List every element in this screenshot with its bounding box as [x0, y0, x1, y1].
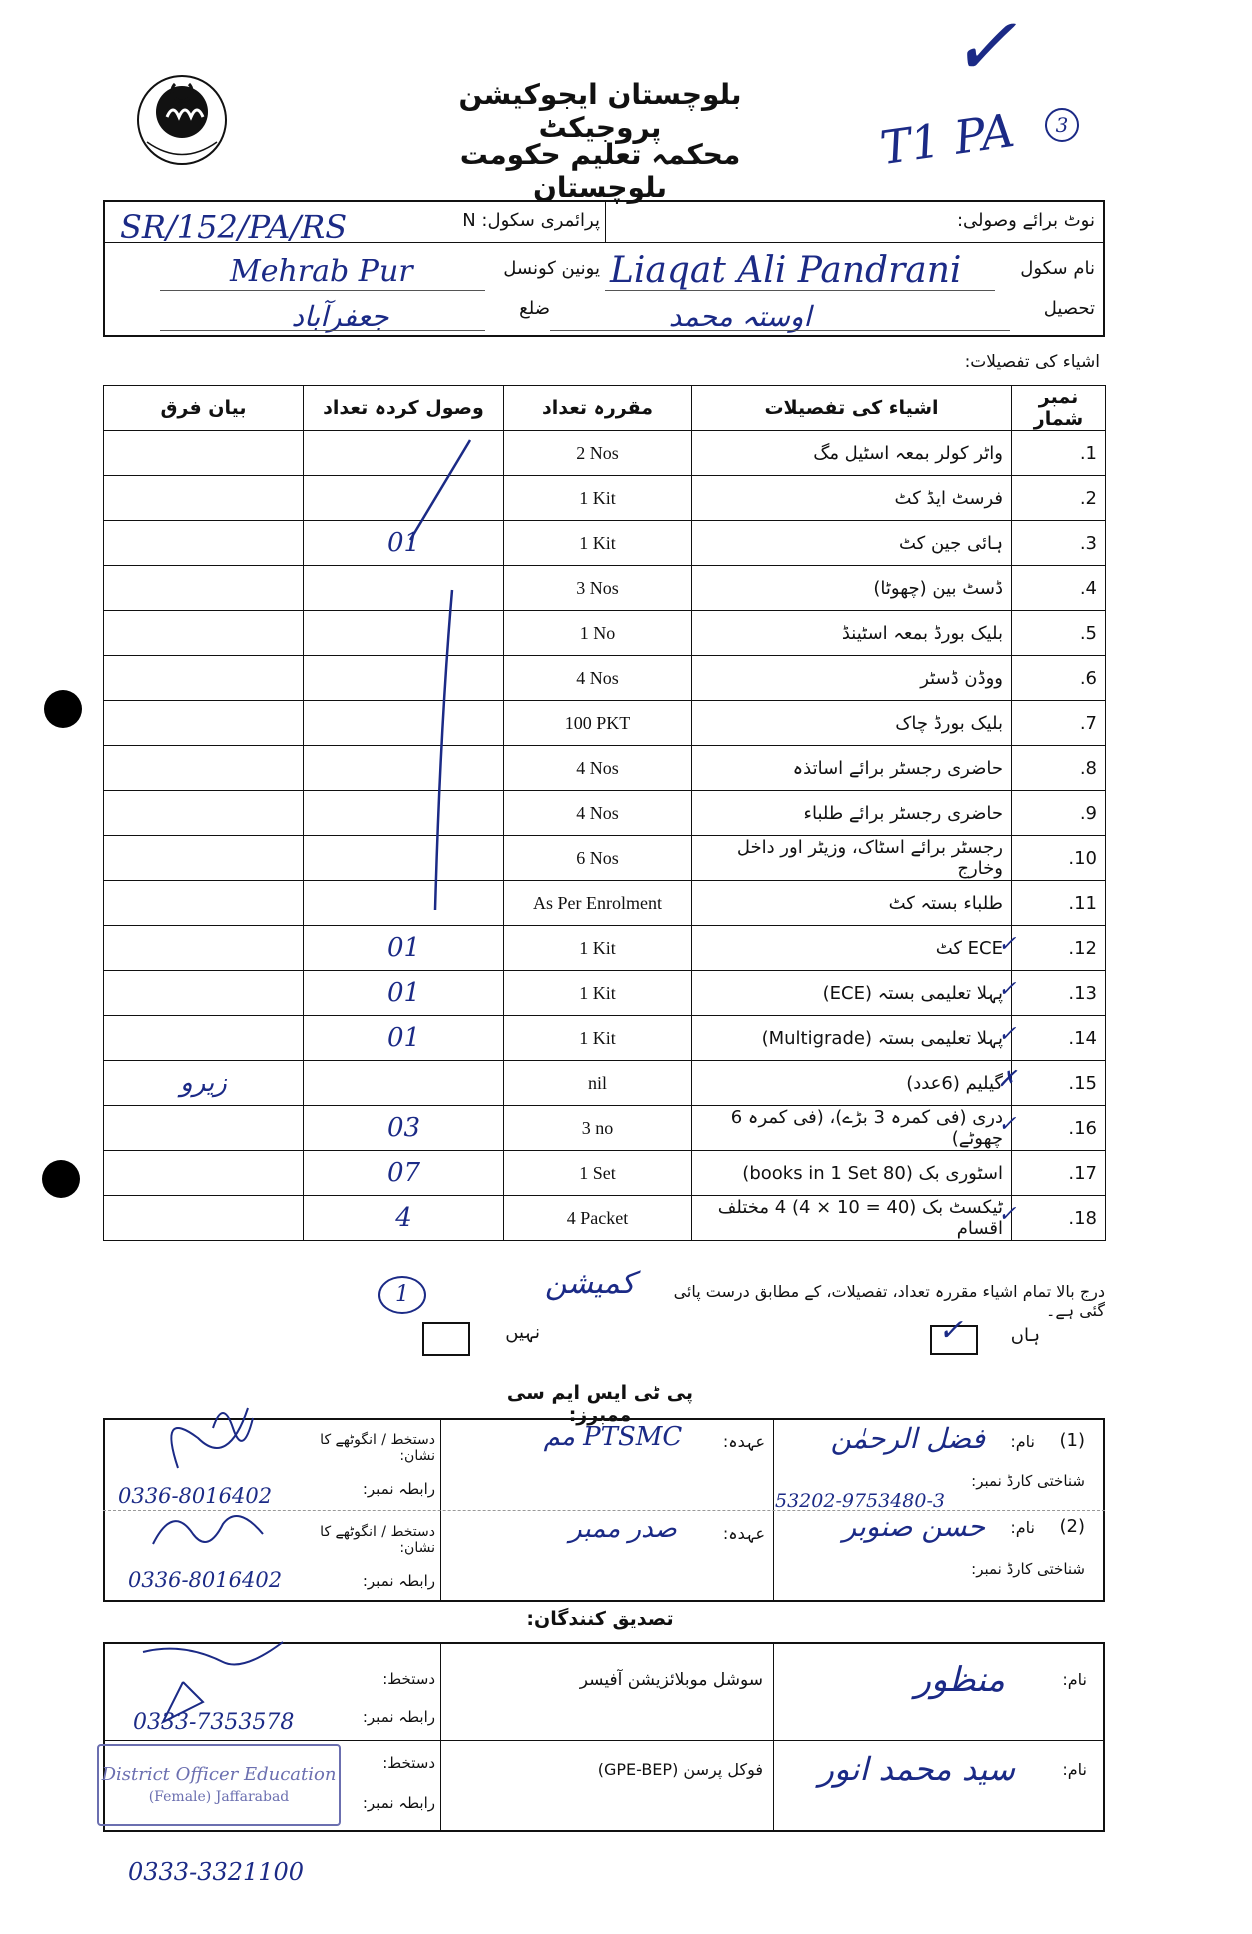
row-remarks — [104, 701, 304, 746]
row-num: 2. — [1012, 476, 1106, 521]
school-name-handwritten: Liaqat Ali Pandrani — [610, 250, 962, 291]
row-qty: 4 Packet — [504, 1196, 692, 1241]
member-2-index: (2) — [1059, 1516, 1085, 1537]
table-row — [104, 836, 1106, 881]
table-row — [104, 566, 1106, 611]
row-remarks: زیرو — [104, 1061, 304, 1106]
row-remarks — [104, 791, 304, 836]
member-2-signature — [143, 1504, 283, 1564]
row-desc: دری (فی کمرہ 3 بڑے)، (فی کمرہ 6 چھوٹے) — [692, 1106, 1012, 1151]
member-2-name-value: حسن صنوبر — [842, 1510, 985, 1543]
received-strike-marks — [340, 430, 500, 920]
verifiers-section-title: تصدیق کنندگان: — [526, 1608, 674, 1630]
row-qty: nil — [504, 1061, 692, 1106]
row-received: 07 — [304, 1151, 504, 1196]
row-qty: 2 Nos — [504, 431, 692, 476]
verifier-2-contact-value: 0333-3321100 — [128, 1858, 305, 1886]
row-num: 16. ✓ — [1012, 1106, 1106, 1151]
verifier-2-name-value: سید محمد انور — [818, 1750, 1015, 1788]
district-label: ضلع — [519, 298, 550, 319]
confirmation-handwritten: کمیشن — [544, 1266, 636, 1301]
tehsil-label: تحصیل — [1043, 298, 1095, 319]
balochistan-logo — [127, 62, 237, 172]
row-remarks — [104, 1196, 304, 1241]
verifier-1-designation: سوشل موبلائزیشن آفیسر — [579, 1670, 763, 1690]
ptsmc-section-title: پی ٹی ایس ایم سی ممبرز: — [506, 1382, 694, 1426]
row-remarks — [104, 1106, 304, 1151]
row-num: 14. ✓ — [1012, 1016, 1106, 1061]
stamp-line-1: District Officer Education — [101, 1764, 337, 1785]
member-1-contact-value: 0336-8016402 — [118, 1484, 273, 1508]
verifier-2 — [101, 1740, 1105, 1886]
tehsil-value: اوستہ محمد — [668, 300, 812, 333]
table-row — [104, 971, 1106, 1016]
row-received: 01 — [304, 1016, 504, 1061]
row-check-mark: ✓ — [998, 1202, 1017, 1227]
yes-check-mark: ✓ — [938, 1313, 964, 1348]
table-row — [104, 1196, 1106, 1241]
row-remarks — [104, 656, 304, 701]
row-received: 01 — [304, 926, 504, 971]
table-row — [104, 611, 1106, 656]
member-2-cnic-label: شناختی کارڈ نمبر: — [971, 1560, 1085, 1578]
no-label: نہیں — [505, 1322, 540, 1343]
row-qty: 3 Nos — [504, 566, 692, 611]
row-num: 5. — [1012, 611, 1106, 656]
member-1-index: (1) — [1059, 1430, 1085, 1451]
member-2-contact-value: 0336-8016402 — [128, 1568, 283, 1592]
row-num: 4. — [1012, 566, 1106, 611]
row-desc: ڈسٹ بین (چھوٹا) — [692, 566, 1012, 611]
corner-note-tipa: T1 PA — [876, 102, 1018, 176]
table-row — [104, 476, 1106, 521]
table-header-row — [104, 386, 1106, 431]
row-qty: 4 Nos — [504, 656, 692, 701]
corner-check: ✓ — [950, 0, 1018, 93]
row-remarks — [104, 926, 304, 971]
row-qty: 100 PKT — [504, 701, 692, 746]
row-remarks — [104, 611, 304, 656]
row-remarks — [104, 971, 304, 1016]
ptsmc-member-1 — [103, 1418, 1105, 1510]
row-num: 13. ✓ — [1012, 971, 1106, 1016]
row-received: 03 — [304, 1106, 504, 1151]
member-1-name-label: نام: — [1010, 1432, 1035, 1451]
member-2-post-value: صدر ممبر — [569, 1514, 677, 1544]
row-num: 1. — [1012, 431, 1106, 476]
verifier-1-name-label: نام: — [1062, 1670, 1087, 1689]
member-2-post-label: عہدہ: — [722, 1524, 765, 1543]
row-qty: 6 Nos — [504, 836, 692, 881]
row-desc: اسٹوری بک (80 books in 1 Set) — [692, 1151, 1012, 1196]
verifier-1-contact-value: 0333-7353578 — [133, 1710, 295, 1735]
row-check-mark: ✗ — [998, 1067, 1017, 1092]
row-received — [304, 1061, 504, 1106]
row-received: 01 — [304, 971, 504, 1016]
yes-label: ہاں — [1010, 1325, 1040, 1346]
row-qty: 1 Kit — [504, 971, 692, 1016]
note-label: نوٹ برائے وصولی: — [956, 210, 1095, 231]
punch-hole-bottom — [42, 1160, 80, 1198]
row-desc: ٹیکسٹ بک (40 = 10 × 4) 4 مختلف اقسام — [692, 1196, 1012, 1241]
corner-circled-number: 3 — [1045, 108, 1079, 142]
items-section-label: اشیاء کی تفصیلات: — [964, 352, 1100, 372]
no-checkbox[interactable] — [422, 1322, 470, 1356]
row-desc: فرسٹ ایڈ کٹ — [692, 476, 1012, 521]
row-check-mark: ✓ — [998, 1022, 1017, 1047]
row-num: 7. — [1012, 701, 1106, 746]
row-num: 10. — [1012, 836, 1106, 881]
row-check-mark: ✓ — [998, 932, 1017, 957]
yes-checkbox[interactable] — [930, 1313, 978, 1355]
member-1-contact-label: رابطہ نمبر: — [362, 1480, 435, 1498]
row-qty: 4 Nos — [504, 746, 692, 791]
member-2-sign-label: دستخط / انگوٹھے کا نشان: — [320, 1524, 435, 1556]
member-1-post-value: PTSMC مم — [543, 1422, 683, 1452]
row-remarks — [104, 476, 304, 521]
row-num: 12. ✓ — [1012, 926, 1106, 971]
row-received: 01 — [304, 521, 504, 566]
verifier-2-name-label: نام: — [1062, 1760, 1087, 1779]
union-council-label: یونین کونسل — [503, 258, 600, 279]
table-row — [104, 431, 1106, 476]
row-desc: بلیک بورڈ بمعہ اسٹینڈ — [692, 611, 1012, 656]
row-check-mark: ✓ — [998, 1112, 1017, 1137]
header-qty: مقررہ تعداد — [504, 386, 692, 431]
primary-school-label: پرائمری سکول: N — [462, 210, 600, 231]
member-2-name-label: نام: — [1010, 1518, 1035, 1537]
row-num: 3. — [1012, 521, 1106, 566]
row-qty: 1 Kit — [504, 926, 692, 971]
row-remarks — [104, 1151, 304, 1196]
row-desc: حاضری رجسٹر برائے طلباء — [692, 791, 1012, 836]
verifier-2-sign-label: دستخط: — [382, 1754, 435, 1772]
header-received: وصول کردہ تعداد — [304, 386, 504, 431]
row-desc: پہلا تعلیمی بستہ (ECE) — [692, 971, 1012, 1016]
table-row — [104, 1106, 1106, 1151]
row-num: 17. — [1012, 1151, 1106, 1196]
row-num: 15. ✗ — [1012, 1061, 1106, 1106]
confirmation-text: درج بالا تمام اشیاء مقررہ تعداد، تفصیلات، کے مطابق درست پائی گئی ہے۔ — [673, 1282, 1105, 1320]
table-row — [104, 926, 1106, 971]
row-desc: حاضری رجسٹر برائے اساتذہ — [692, 746, 1012, 791]
verifier-2-contact-label: رابطہ نمبر: — [362, 1794, 435, 1812]
table-row — [104, 881, 1106, 926]
row-num: 18. ✓ — [1012, 1196, 1106, 1241]
punch-hole-top — [44, 690, 82, 728]
table-row — [104, 1151, 1106, 1196]
row-qty: As Per Enrolment — [504, 881, 692, 926]
row-num: 11. — [1012, 881, 1106, 926]
school-code-value: SR/152/PA/RS — [120, 208, 348, 246]
member-1-cnic-label: شناختی کارڈ نمبر: — [971, 1472, 1085, 1490]
union-council-value: Mehrab Pur — [230, 254, 413, 289]
member-1-sign-label: دستخط / انگوٹھے کا نشان: — [320, 1432, 435, 1464]
header-num: نمبر شمار — [1012, 386, 1106, 431]
member-1-post-label: عہدہ: — [722, 1432, 765, 1451]
row-qty: 1 Set — [504, 1151, 692, 1196]
row-qty: 1 No — [504, 611, 692, 656]
row-desc: طلباء بستہ کٹ — [692, 881, 1012, 926]
row-remarks — [104, 1016, 304, 1061]
verifier-1-name-value: منظور — [914, 1660, 1005, 1700]
row-desc: بلیک بورڈ چاک — [692, 701, 1012, 746]
member-2-contact-label: رابطہ نمبر: — [362, 1572, 435, 1590]
row-desc: رجسٹر برائے اسٹاک، وزیٹر اور داخل وخارج — [692, 836, 1012, 881]
row-remarks — [104, 746, 304, 791]
row-remarks — [104, 566, 304, 611]
row-qty: 4 Nos — [504, 791, 692, 836]
table-row — [104, 791, 1106, 836]
row-num: 6. — [1012, 656, 1106, 701]
ptsmc-member-2 — [103, 1510, 1105, 1602]
table-row — [104, 701, 1106, 746]
table-row — [104, 746, 1106, 791]
header-desc: اشیاء کی تفصیلات — [692, 386, 1012, 431]
row-remarks — [104, 836, 304, 881]
verifier-2-designation: فوکل پرسن (GPE-BEP) — [597, 1760, 763, 1779]
row-remarks — [104, 521, 304, 566]
school-name-label: نام سکول — [1020, 258, 1095, 279]
row-num: 9. — [1012, 791, 1106, 836]
row-qty: 1 Kit — [504, 1016, 692, 1061]
table-row — [104, 521, 1106, 566]
member-1-name-value: فضل الرحمٰن — [830, 1422, 985, 1455]
items-table — [103, 385, 1106, 1241]
member-1-cnic-value: 53202-9753480-3 — [775, 1490, 945, 1512]
row-qty: 1 Kit — [504, 476, 692, 521]
verifier-1-contact-label: رابطہ نمبر: — [362, 1708, 435, 1726]
row-desc: ECE کٹ — [692, 926, 1012, 971]
table-row — [104, 656, 1106, 701]
row-desc: پہلا تعلیمی بستہ (Multigrade) — [692, 1016, 1012, 1061]
district-value: جعفرآباد — [291, 300, 389, 333]
header-title-1: بلوچستان ایجوکیشن پروجیکٹ — [458, 78, 742, 144]
row-remarks — [104, 881, 304, 926]
row-check-mark: ✓ — [998, 977, 1017, 1002]
table-row — [104, 1016, 1106, 1061]
member-1-signature — [138, 1398, 288, 1488]
header-remarks: بیان فرق — [104, 386, 304, 431]
row-desc: ووڈن ڈسٹر — [692, 656, 1012, 701]
verifier-1 — [103, 1642, 1105, 1740]
official-stamp — [97, 1744, 341, 1826]
row-received: 4 — [304, 1196, 504, 1241]
row-remarks — [104, 431, 304, 476]
row-desc: ہائی جین کٹ — [692, 521, 1012, 566]
row-desc: گیلیم (6عدد) — [692, 1061, 1012, 1106]
row-qty: 1 Kit — [504, 521, 692, 566]
confirmation-circled-number: 1 — [378, 1276, 426, 1314]
row-num: 8. — [1012, 746, 1106, 791]
row-desc: واٹر کولر بمعہ اسٹیل مگ — [692, 431, 1012, 476]
header-title-2: محکمہ تعلیم حکومت بلوچستان — [459, 138, 741, 204]
verifier-1-sign-label: دستخط: — [382, 1670, 435, 1688]
stamp-line-2: (Female) Jaffarabad — [148, 1789, 290, 1805]
table-row — [104, 1061, 1106, 1106]
row-qty: 3 no — [504, 1106, 692, 1151]
